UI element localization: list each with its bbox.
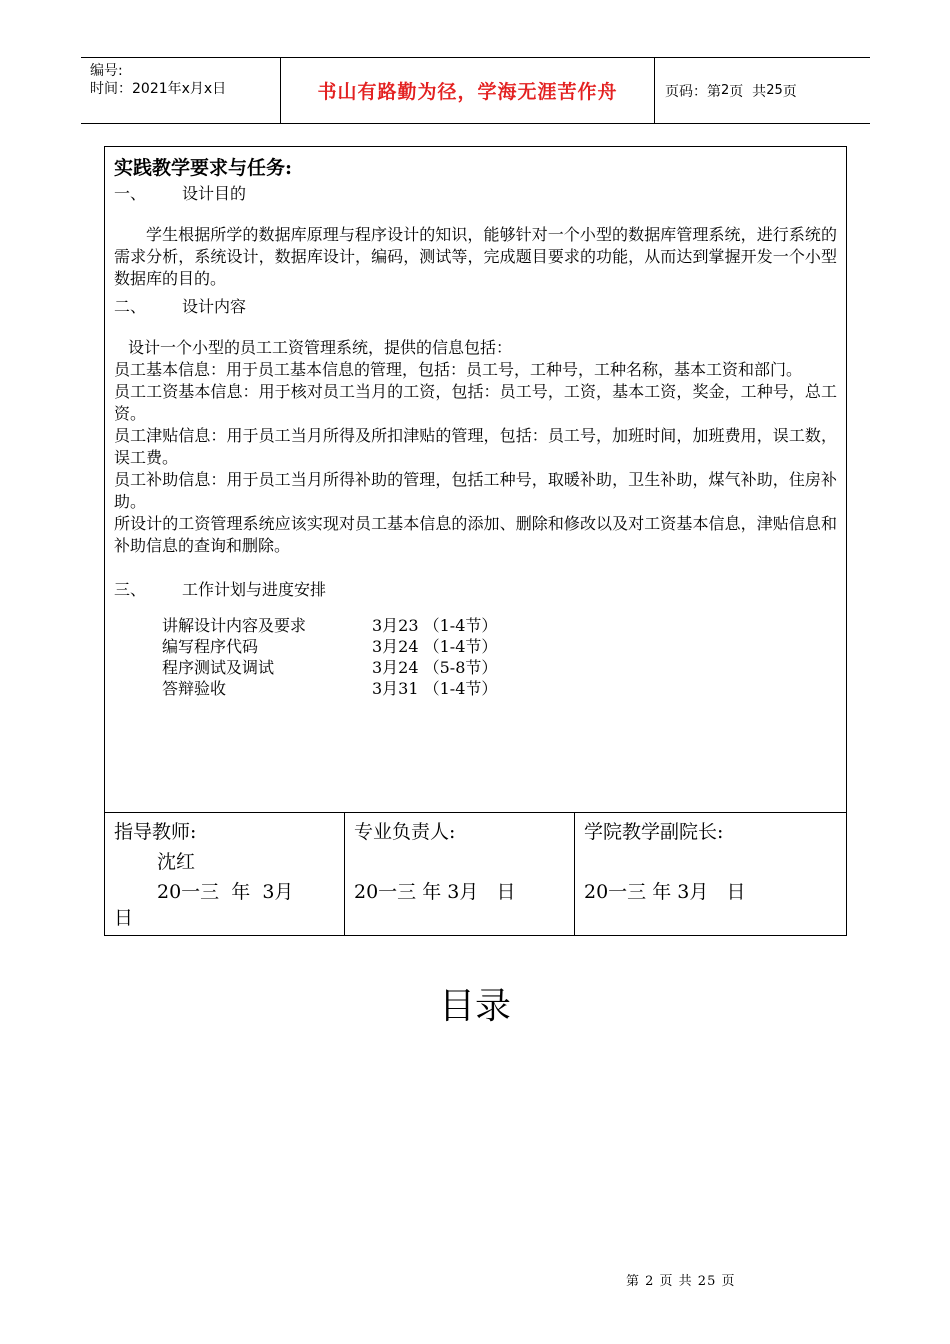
schedule-row [162, 615, 582, 636]
section-heading-purpose [114, 183, 837, 205]
advisor-date: 20一三 年 3月 [157, 881, 294, 903]
content-item: 员工津贴信息：用于员工当月所得及所扣津贴的管理，包括：员工号，加班时间，加班费用，误工数，误工费。 [114, 426, 837, 467]
section-number: 三、 [114, 580, 147, 599]
advisor-label: 指导教师: [114, 821, 197, 843]
section-title: 设计目的 [182, 184, 247, 203]
schedule-list [162, 615, 582, 699]
schedule-task: 答辩验收 [162, 679, 227, 698]
schedule-time: 3月24 （5-8节） [372, 658, 498, 677]
page-total: 25 [766, 83, 783, 98]
section-title: 设计内容 [182, 297, 247, 316]
toc-title: 目录 [438, 986, 511, 1027]
section-title: 工作计划与进度安排 [182, 580, 327, 599]
content-intro: 设计一个小型的员工工资管理系统，提供的信息包括： [128, 338, 513, 357]
task-title: 实践教学要求与任务: [114, 157, 293, 179]
schedule-time: 3月23 （1-4节） [372, 616, 498, 635]
page-header [81, 57, 870, 124]
page-suffix: 页 [782, 83, 797, 100]
major-head-cell [345, 813, 575, 935]
signature-table [104, 813, 847, 936]
dean-date: 20一三 年 3月 日 [584, 881, 746, 903]
section-heading-schedule [114, 579, 837, 601]
content-item: 员工补助信息：用于员工当月所得补助的管理，包括工种号，取暖补助，卫生补助，煤气补助，住房补助。 [114, 470, 837, 511]
schedule-task: 编写程序代码 [162, 637, 259, 656]
section-number: 二、 [114, 297, 147, 316]
header-page-number [655, 58, 870, 123]
major-head-label: 专业负责人: [354, 821, 456, 843]
purpose-paragraph: 学生根据所学的数据库原理与程序设计的知识，能够针对一个小型的数据库管理系统，进行系统的需求分析，系统设计，数据库设计，编码，测试等，完成题目要求的功能，从而达到掌握开发一个小型数据库的目的。 [114, 225, 837, 288]
schedule-task: 讲解设计内容及要求 [162, 616, 307, 635]
section-number: 一、 [114, 184, 147, 203]
header-meta [81, 58, 281, 123]
schedule-task: 程序测试及调试 [162, 658, 275, 677]
schedule-row [162, 657, 582, 678]
serial-label: 编号: [90, 63, 123, 79]
major-head-date: 20一三 年 3月 日 [354, 881, 516, 903]
advisor-cell [105, 813, 345, 935]
page-footer: 第 2 页 共 25 页 [626, 1274, 736, 1289]
page-middle: 页 共 [729, 83, 767, 100]
header-motto: 书山有路勤为径，学海无涯苦作舟 [281, 58, 655, 123]
dean-cell [575, 813, 846, 935]
page-current: 2 [721, 83, 730, 98]
advisor-date-day: 日 [114, 907, 134, 929]
section-heading-content [114, 296, 837, 318]
schedule-row [162, 636, 582, 657]
advisor-name: 沈红 [157, 851, 196, 873]
schedule-time: 3月31 （1-4节） [372, 679, 498, 698]
content-item: 员工基本信息：用于员工基本信息的管理，包括：员工号，工种号，工种名称，基本工资和部门。 [114, 360, 803, 379]
schedule-row [162, 678, 582, 699]
schedule-time: 3月24 （1-4节） [372, 637, 498, 656]
task-box [104, 146, 847, 813]
time-label: 时间：2021年x月x日 [90, 81, 227, 97]
dean-label: 学院教学副院长: [584, 821, 724, 843]
content-item: 所设计的工资管理系统应该实现对员工基本信息的添加、删除和修改以及对工资基本信息，津贴信息和补助信息的查询和删除。 [114, 514, 837, 555]
content-item: 员工工资基本信息：用于核对员工当月的工资，包括：员工号，工资，基本工资，奖金，工种号，总工资。 [114, 382, 837, 423]
page-prefix: 页码：第 [665, 83, 721, 100]
